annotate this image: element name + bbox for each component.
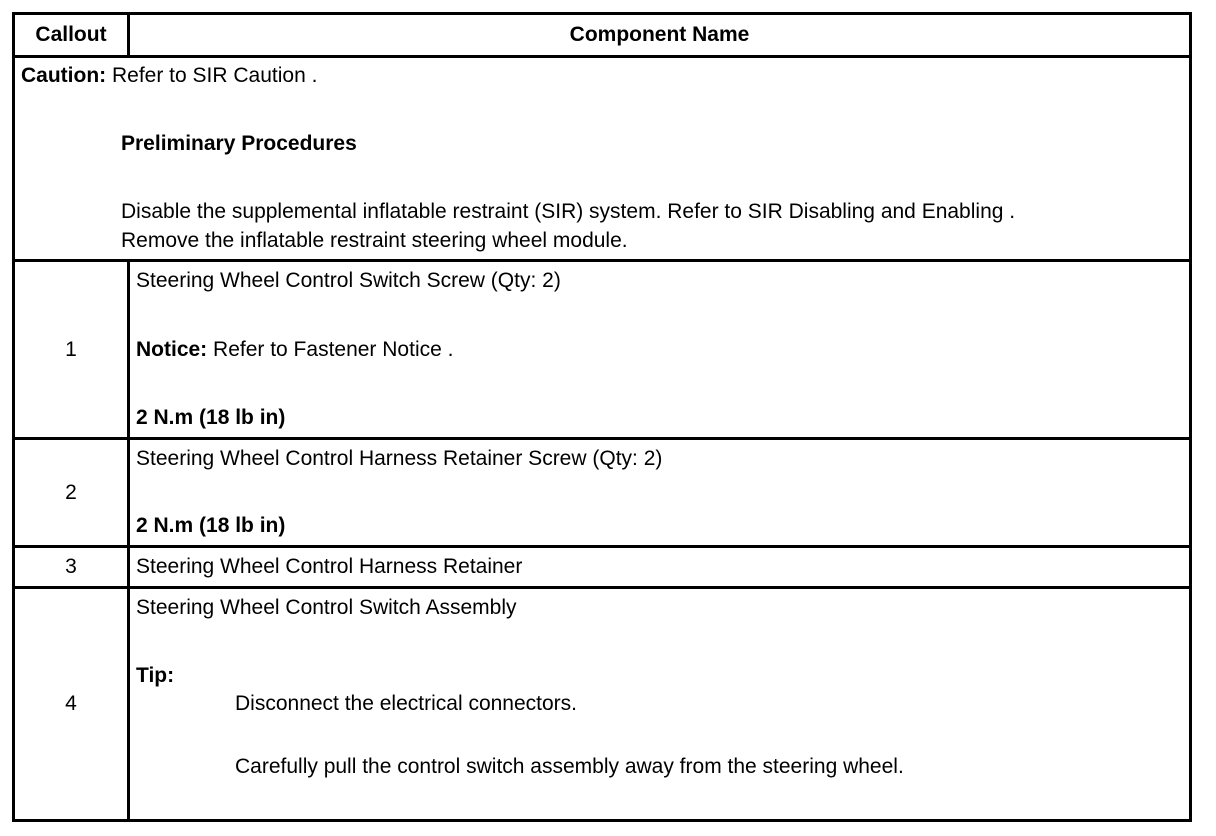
row-2-callout-cell bbox=[15, 440, 127, 545]
row-2-divider bbox=[127, 440, 130, 545]
header-component-label: Component Name bbox=[569, 23, 750, 46]
caution-text: Refer to SIR Caution . bbox=[106, 64, 318, 87]
preamble-bottom-rule bbox=[15, 259, 1189, 262]
row-1-callout: 1 bbox=[65, 337, 77, 361]
row-4-callout: 4 bbox=[65, 692, 77, 715]
row-4-tip-label: Tip: bbox=[136, 664, 175, 687]
row-3-callout-cell bbox=[15, 548, 127, 586]
row-4-tip-step-1: Disconnect the electrical connectors. bbox=[235, 692, 577, 715]
row-1-divider bbox=[127, 262, 130, 437]
row-4-callout-cell bbox=[15, 589, 127, 819]
caution-line bbox=[21, 63, 317, 89]
header-bottom-rule bbox=[15, 55, 1189, 58]
row-4-divider bbox=[127, 589, 130, 819]
row-2-component-name: Steering Wheel Control Harness Retainer Screw (Qty: 2) bbox=[136, 447, 663, 470]
row-1-notice bbox=[136, 337, 453, 363]
row-4-tip-step-2: Carefully pull the control switch assembly away from the steering wheel. bbox=[235, 755, 904, 778]
preliminary-step-2: Remove the inflatable restraint steering wheel module. bbox=[121, 229, 628, 252]
row-1-callout-cell bbox=[15, 262, 127, 437]
row-3-bottom-rule bbox=[15, 586, 1189, 589]
header-callout-label: Callout bbox=[35, 23, 107, 46]
row-4-component-name: Steering Wheel Control Switch Assembly bbox=[136, 596, 517, 619]
header-callout-cell bbox=[15, 15, 127, 55]
row-1-notice-label: Notice: bbox=[136, 338, 208, 361]
row-1-notice-text: Refer to Fastener Notice . bbox=[207, 338, 454, 361]
row-2-torque: 2 N.m (18 lb in) bbox=[136, 514, 286, 537]
procedure-table bbox=[12, 12, 1192, 822]
header-component-cell bbox=[130, 15, 1189, 55]
row-3-callout: 3 bbox=[65, 555, 77, 578]
row-2-bottom-rule bbox=[15, 545, 1189, 548]
row-1-component-name: Steering Wheel Control Switch Screw (Qty: 2) bbox=[136, 269, 561, 292]
row-3-divider bbox=[127, 548, 130, 586]
row-3-component-name: Steering Wheel Control Harness Retainer bbox=[136, 555, 523, 578]
row-1-torque: 2 N.m (18 lb in) bbox=[136, 406, 286, 429]
row-2-callout: 2 bbox=[65, 480, 77, 504]
row-1-bottom-rule bbox=[15, 437, 1189, 440]
preliminary-heading: Preliminary Procedures bbox=[121, 132, 357, 155]
caution-label: Caution: bbox=[21, 64, 107, 87]
preliminary-step-1: Disable the supplemental inflatable restraint (SIR) system. Refer to SIR Disabling and Enabling . bbox=[121, 200, 1016, 223]
